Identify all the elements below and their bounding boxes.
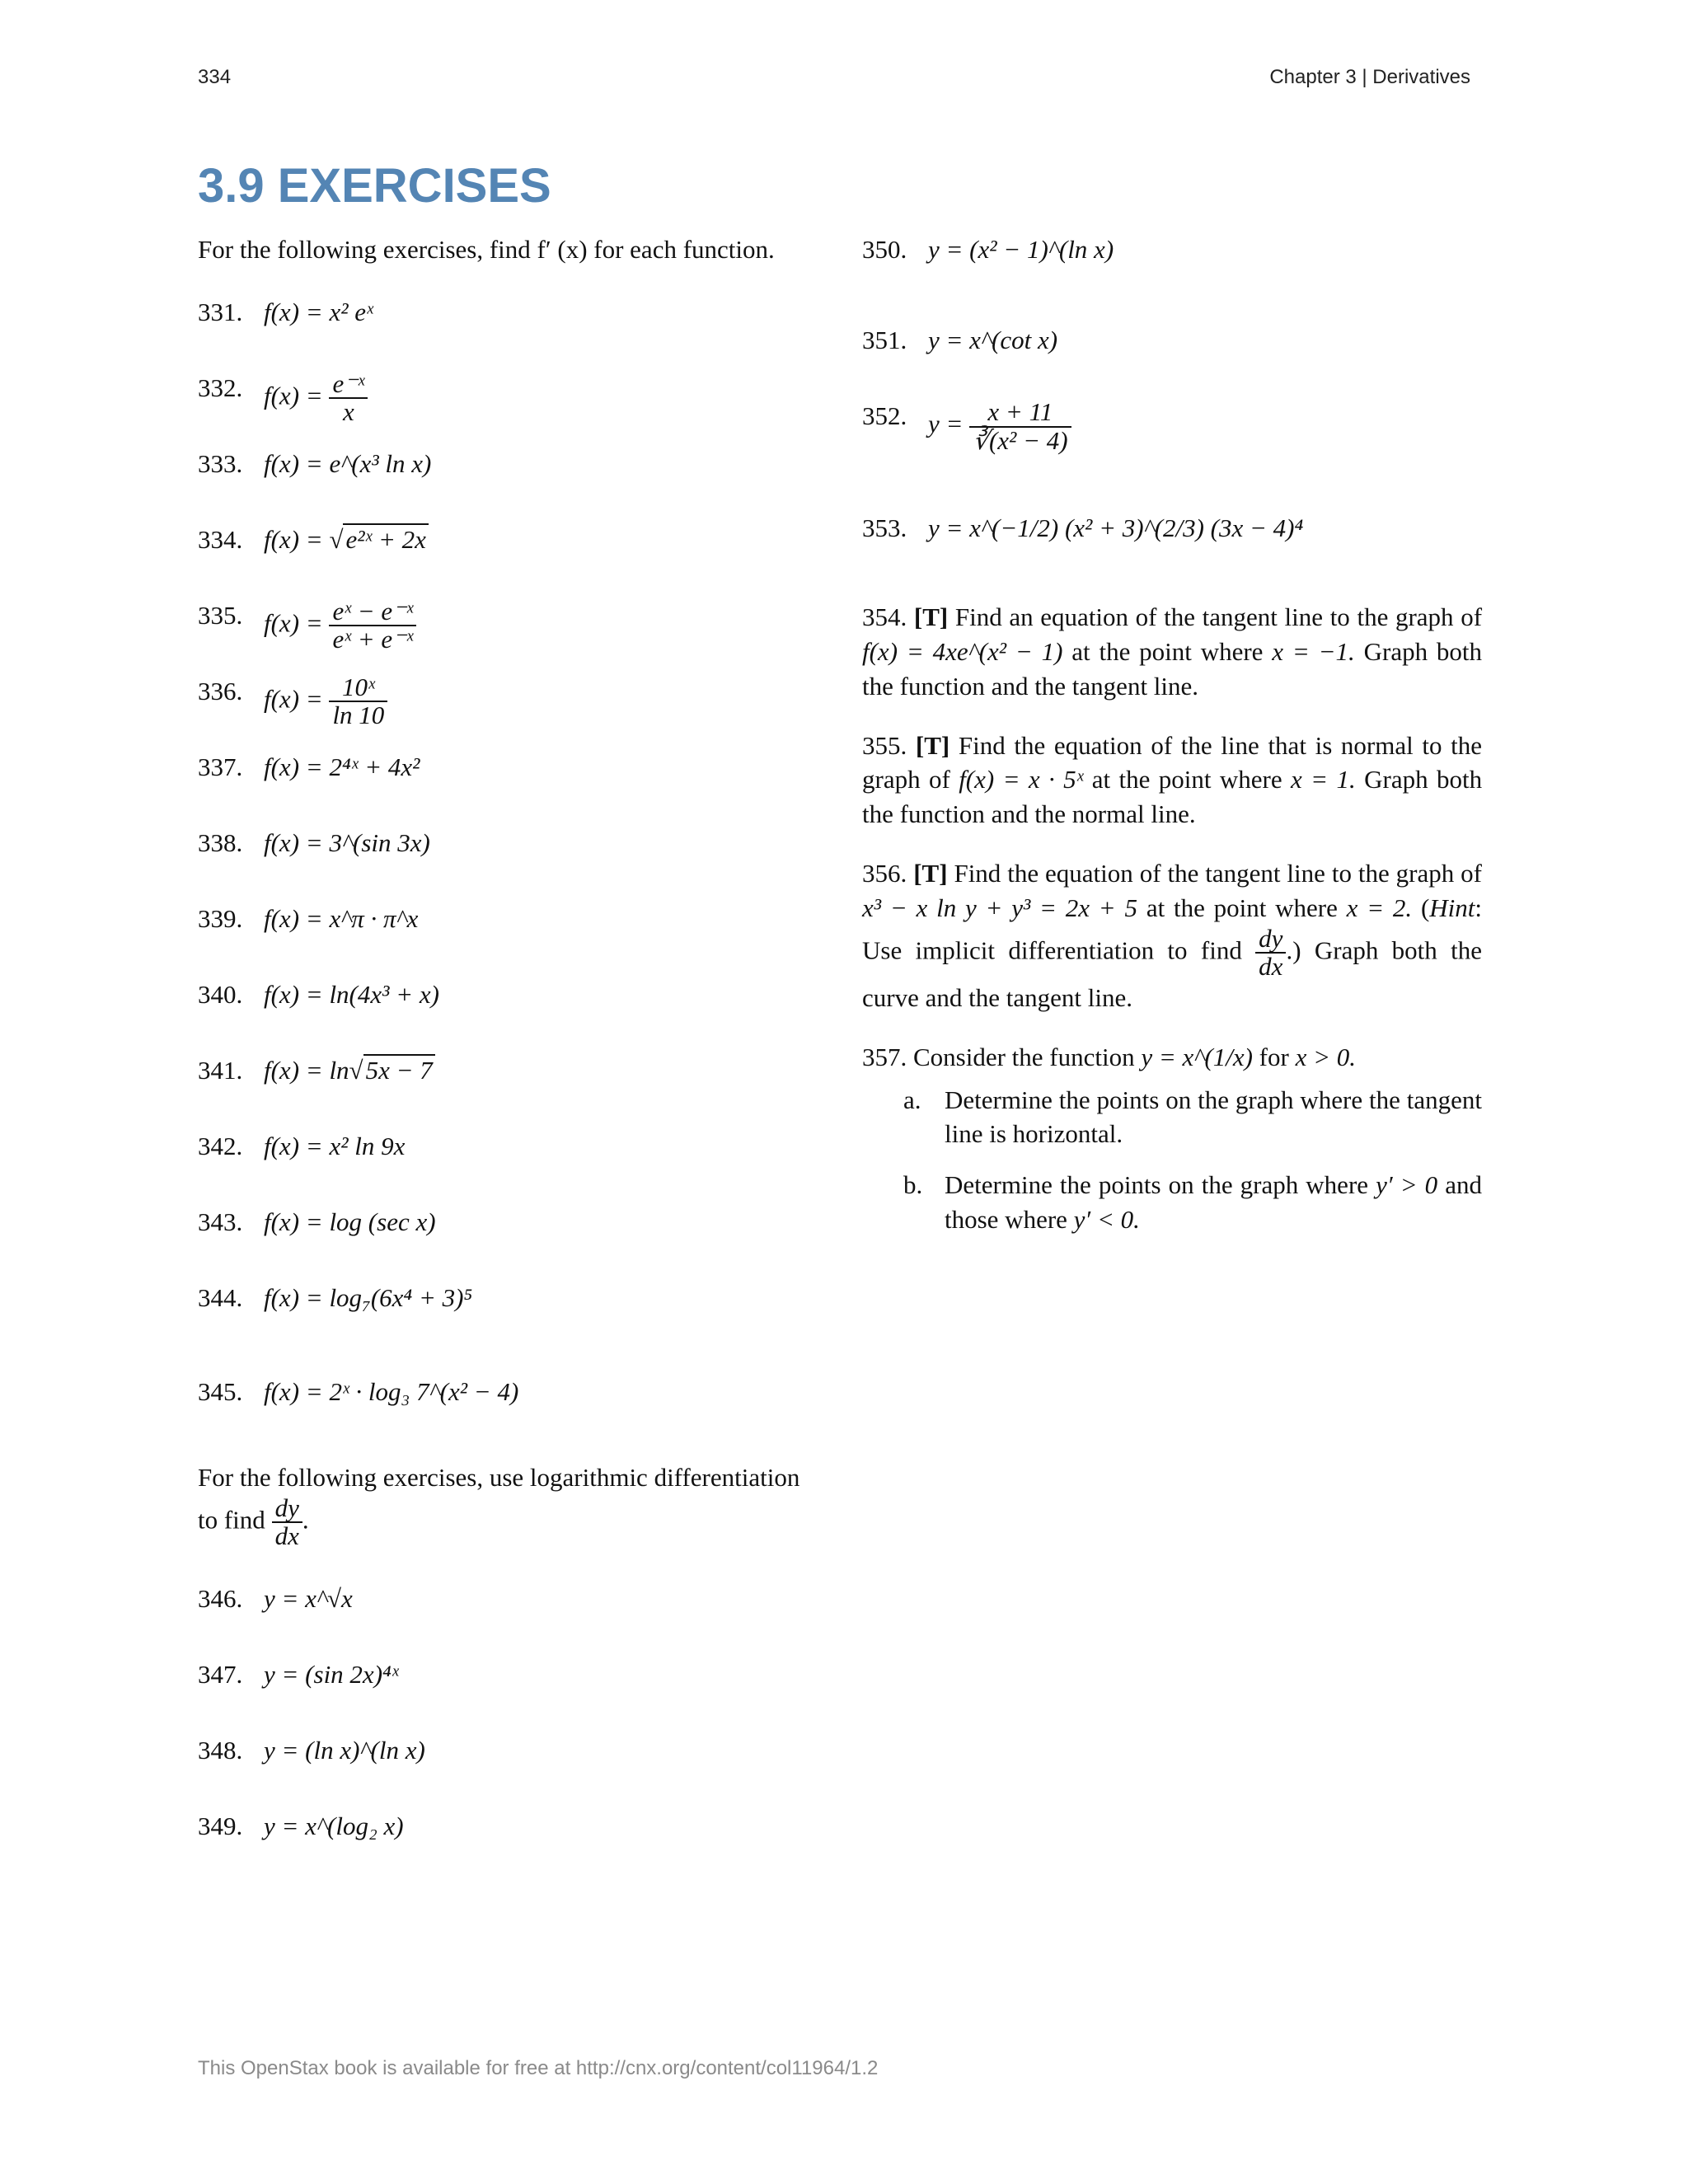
- exercise-number: 351.: [862, 326, 907, 354]
- numerator: e⁻ˣ: [332, 368, 365, 398]
- exercise-expression: y = x^(cot x): [928, 326, 1058, 354]
- exercise-355: [862, 729, 1482, 832]
- exercise-expression: f(x) = x² ln 9x: [264, 1131, 406, 1160]
- part-text: and those where: [945, 1170, 1483, 1235]
- chapter-title: Chapter 3 | Derivatives: [1269, 66, 1470, 88]
- numerator: 10ˣ: [342, 672, 375, 701]
- exercise-number: 350.: [862, 235, 907, 264]
- exercise-338: [198, 826, 824, 902]
- exercise-number: 346.: [198, 1583, 243, 1613]
- fraction-dy-dx: [1255, 923, 1286, 982]
- condition-expression: y′ > 0: [1376, 1170, 1438, 1200]
- exercise-340: [198, 977, 824, 1053]
- exercise-number: 357.: [862, 1042, 907, 1071]
- exercise-349: [198, 1809, 824, 1885]
- exercise-text: Find an equation of the tangent line to the graph of: [954, 602, 1483, 631]
- fraction: [329, 368, 368, 427]
- exercise-expression: y = x^(log₂ x): [264, 1811, 404, 1840]
- exercise-expression: f(x) = 3^(sin 3x): [264, 827, 430, 857]
- exercise-number: 331.: [198, 297, 243, 326]
- intro-text: For the following exercises, use logarithmic differentiation to find: [198, 1462, 800, 1535]
- exercise-expression: f(x) = 2ˣ · log₃ 7^(x² − 4): [264, 1376, 519, 1406]
- exercise-expression: f(x) = ln(4x³ + x): [264, 979, 439, 1009]
- part-a: [903, 1083, 1482, 1152]
- exercise-text: Graph both the function and the tangent line.: [862, 636, 1483, 701]
- exercise-number: 340.: [198, 979, 243, 1009]
- radicand: 5x − 7: [363, 1054, 435, 1085]
- right-column: [862, 232, 1482, 1254]
- exercise-number: 335.: [198, 600, 243, 630]
- exercise-expression: y = (ln x)^(ln x): [264, 1735, 425, 1765]
- denominator: ∛(x² − 4): [969, 426, 1071, 455]
- exercise-expression: f(x) = e^(x³ ln x): [264, 448, 432, 478]
- fraction: [969, 399, 1071, 454]
- exercise-352: [862, 399, 1482, 511]
- denominator: x: [329, 397, 368, 426]
- fraction: [329, 674, 387, 729]
- exercise-text: Find the equation of the tangent line to the graph of: [954, 859, 1483, 888]
- technology-tag: [T]: [915, 730, 950, 760]
- function-expression: f(x) = x · 5ˣ: [959, 765, 1084, 794]
- exercise-347: [198, 1657, 824, 1733]
- exercise-332: [198, 368, 824, 447]
- numerator: eˣ − e⁻ˣ: [332, 596, 414, 626]
- exercise-text: at the point where: [1071, 636, 1264, 666]
- exercise-lhs: f(x) = ln√: [264, 1055, 363, 1085]
- function-expression: x³ − x ln y + y³ = 2x + 5: [862, 893, 1138, 922]
- exercise-number: 341.: [198, 1055, 243, 1085]
- exercise-346: [198, 1582, 824, 1657]
- exercise-number: 353.: [862, 513, 907, 542]
- point-expression: x = 2.: [1346, 893, 1413, 922]
- section-title: 3.9 EXERCISES: [198, 159, 551, 213]
- exercise-number: 349.: [198, 1811, 243, 1840]
- numerator: dy: [274, 1493, 299, 1522]
- numerator: x + 11: [987, 397, 1053, 426]
- exercise-number: 344.: [198, 1282, 243, 1312]
- exercise-expression: y = x^√x: [264, 1583, 353, 1613]
- exercise-number: 332.: [198, 373, 243, 402]
- exercise-lhs: f(x) =: [264, 608, 323, 638]
- part-label: b.: [903, 1170, 923, 1200]
- exercise-number: 348.: [198, 1735, 243, 1765]
- exercise-number: 337.: [198, 752, 243, 781]
- numerator: dy: [1259, 923, 1283, 953]
- denominator: dx: [1255, 952, 1286, 981]
- hint-label: Hint: [1429, 893, 1475, 922]
- exercise-number: 339.: [198, 903, 243, 933]
- part-text: Determine the points on the graph where the tangent line is horizontal.: [945, 1085, 1482, 1149]
- part-label: a.: [903, 1085, 921, 1114]
- function-expression: f(x) = 4xe^(x² − 1): [862, 636, 1063, 666]
- exercise-text: at the point where: [1091, 765, 1282, 794]
- denominator: ln 10: [329, 701, 387, 729]
- exercise-345: [198, 1375, 824, 1460]
- exercise-expression: y = x^(−1/2) (x² + 3)^(2/3) (3x − 4)⁴: [928, 513, 1304, 542]
- exercise-number: 354.: [862, 602, 907, 631]
- condition-expression: y′ < 0.: [1073, 1205, 1140, 1235]
- intro-log-differentiation: For the following exercises, use logarithmic differentiation to find $\frac{dy}{dx}$ .: [198, 1462, 800, 1551]
- exercise-number: 347.: [198, 1659, 243, 1689]
- hint-text: : Use implicit differentiation to find: [862, 893, 1483, 965]
- exercise-expression: y = (x² − 1)^(ln x): [928, 235, 1114, 264]
- exercise-number: 334.: [198, 524, 243, 554]
- exercise-344: [198, 1281, 824, 1375]
- exercise-number: 336.: [198, 676, 243, 705]
- exercise-354: [862, 600, 1482, 704]
- radicand: e²ˣ + 2x: [343, 523, 428, 554]
- exercise-number: 342.: [198, 1131, 243, 1160]
- exercise-number: 333.: [198, 448, 243, 478]
- exercise-expression: y = (sin 2x)⁴ˣ: [264, 1659, 399, 1689]
- exercise-333: [198, 447, 824, 523]
- part-b: [903, 1168, 1482, 1237]
- exercise-331: [198, 295, 824, 371]
- technology-tag: [T]: [913, 602, 949, 631]
- exercise-number: 345.: [198, 1376, 243, 1406]
- exercise-351: [862, 323, 1482, 399]
- exercise-text: .) Graph both the curve and the tangent line.: [862, 935, 1482, 1012]
- exercise-lhs: f(x) = √: [264, 524, 344, 554]
- exercise-expression: f(x) = x^π · π^x: [264, 903, 419, 933]
- exercise-expression: f(x) = 2⁴ˣ + 4x²: [264, 752, 420, 781]
- fraction: [329, 598, 416, 654]
- exercise-357-parts: [903, 1083, 1482, 1237]
- exercise-356: 356. [T] Find the equation of the tangent line to the graph of x³ − x ln y + y³ = 2x + 5 at the point where x = 2. (Hint: Use implicit differentiation to find $\frac{dy}{dx}$ .) Graph both the curve and the tangent line.: [862, 859, 1483, 1012]
- exercise-336: [198, 674, 824, 750]
- page-number: 334: [198, 66, 232, 88]
- denominator: eˣ + e⁻ˣ: [329, 625, 416, 654]
- intro-find-derivative: For the following exercises, find f′ (x) for each function.: [198, 235, 775, 264]
- exercise-number: 352.: [862, 401, 907, 430]
- exercise-348: [198, 1733, 824, 1809]
- exercise-text: Consider the function: [913, 1042, 1135, 1071]
- exercise-334: [198, 523, 824, 598]
- exercise-341: [198, 1053, 824, 1129]
- exercise-text: for: [1259, 1042, 1289, 1071]
- exercise-text: Graph both the function and the normal line.: [862, 765, 1483, 829]
- exercise-number: 338.: [198, 827, 243, 857]
- exercise-353: [862, 511, 1482, 600]
- exercise-number: 356.: [862, 859, 907, 888]
- exercise-337: [198, 750, 824, 826]
- exercise-expression: f(x) = x² eˣ: [264, 297, 373, 326]
- exercise-343: [198, 1205, 824, 1281]
- exercise-number: 343.: [198, 1207, 243, 1236]
- exercise-text: Find the equation of the line that is normal to the graph of: [862, 730, 1483, 794]
- exercise-lhs: f(x) =: [264, 684, 323, 714]
- exercise-text: at the point where: [1146, 893, 1338, 922]
- fraction-dy-dx: [272, 1495, 302, 1550]
- function-expression: y = x^(1/x): [1141, 1042, 1253, 1071]
- technology-tag: [T]: [913, 859, 948, 888]
- footer-note: This OpenStax book is available for free at http://cnx.org/content/col11964/1.2: [198, 2057, 879, 2079]
- point-expression: x = 1.: [1291, 765, 1356, 794]
- exercise-357: [862, 1040, 1482, 1075]
- exercise-number: 355.: [862, 730, 907, 760]
- exercise-expression: f(x) = log₇(6x⁴ + 3)⁵: [264, 1282, 473, 1312]
- denominator: dx: [272, 1521, 302, 1550]
- exercise-expression: f(x) = log (sec x): [264, 1207, 436, 1236]
- part-text: Determine the points on the graph where: [945, 1170, 1369, 1200]
- exercise-lhs: f(x) =: [264, 381, 323, 410]
- condition-expression: x > 0.: [1295, 1042, 1357, 1071]
- exercise-335: [198, 598, 824, 674]
- exercise-342: [198, 1129, 824, 1205]
- point-expression: x = −1.: [1272, 636, 1355, 666]
- exercise-339: [198, 902, 824, 977]
- left-column: [198, 232, 824, 1885]
- exercise-lhs: y =: [928, 409, 964, 438]
- exercise-350: [862, 232, 1482, 323]
